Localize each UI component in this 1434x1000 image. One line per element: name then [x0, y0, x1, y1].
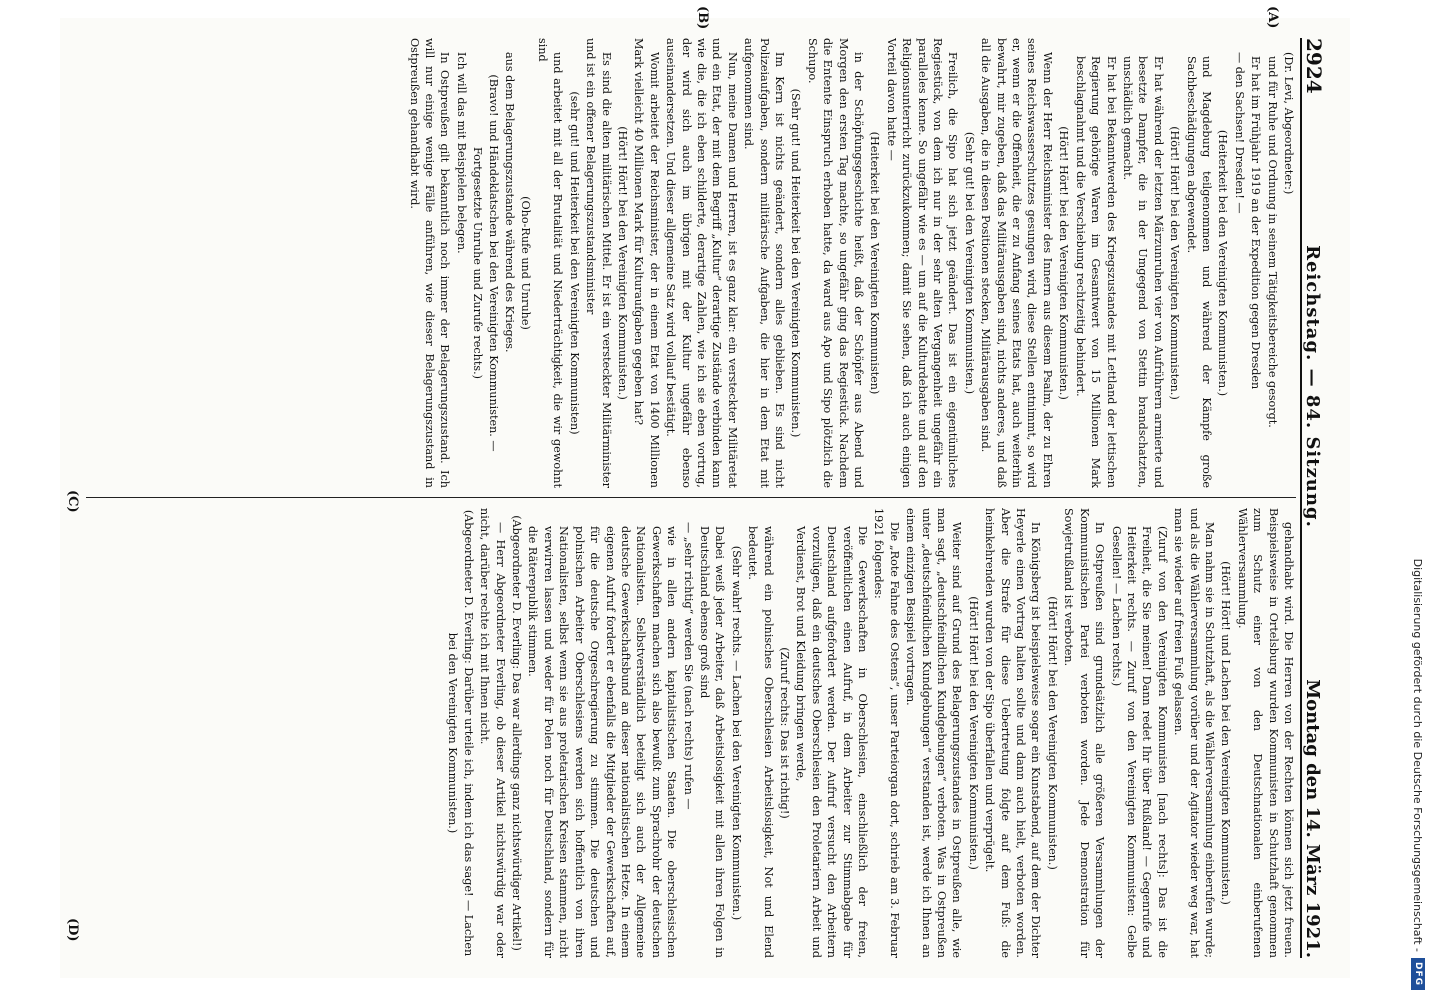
scanned-page	[60, 6, 1350, 978]
paragraph: Er hat bei Bekanntwerden des Kriegszustandes mit Lettland der lettischen Regierung gehörige Waren im Gesamtwert von 15 Millionen Mark beschlagnahmt und die Verschiebung rechtzeitig behindert.	[1073, 56, 1118, 488]
paragraph: und für Ruhe und Ordnung in seinem Tätigkeitsbereiche gesorgt.	[1265, 56, 1279, 428]
digitization-credit	[1406, 10, 1430, 990]
paragraph: Im Kern ist nichts geändert, sondern alles geblieben. Es sind nicht Polizeiaufgaben, sondern militärische Aufgaben, die hier in dem Etat mit aufgenommen sind.	[742, 38, 786, 488]
dfg-logo: DFG	[1411, 958, 1425, 990]
margin-marker-c: (C)	[65, 490, 80, 513]
interjection: (Abgeordneter D. Everling: Das war allerdings ganz nichtswürdiger Artikel!)	[510, 515, 524, 951]
paragraph: Weiter sind auf Grund des Belagerungszustandes in Ostpreußen alle, wie man sagt, „deutschfeindlichen Kundgebungen“ verboten. Was in Ostpreußen unter „deutschfeindlichen Kundgebungen“ verstanden ist, werde ich Ihnen an einem einzigen Beispiel vortragen.	[904, 508, 964, 958]
page-header	[1300, 38, 1342, 958]
interjection: (Hört! Hört! bei den Vereinigten Kommunisten.)	[966, 596, 980, 870]
paragraph: und arbeitet mit all der Brutalität und Niederträchtigkeit, die wir gewohnt sind	[535, 38, 565, 488]
paragraph: gehandhabt wird. Die Herren von der Rechten können sich jetzt freuen. Beispielsweise in Ortelsburg wurden Kommunisten in Schutzhaft genommen zum Schutz einer von den Deutschnationalen einberufenen Wählerversammlung.	[1235, 508, 1295, 958]
paragraph: Man nahm sie in Schutzhaft, als die Wählerversammlung einberufen wurde; und als die Wählerversammlung vorüber und der Agitator wieder weg war, hat man sie wieder auf freien Fuß gelassen.	[1172, 508, 1216, 958]
margin-marker-a: (A)	[1265, 6, 1280, 29]
paragraph: Er hat im Frühjahr 1919 an der Expedition gegen Dresden	[1249, 56, 1263, 390]
interjection: (Oho-Rufe und Unruhe)	[519, 196, 533, 330]
interjection: (Hört! Hört! und Lachen bei den Vereinigten Kommunisten.)	[1219, 561, 1233, 905]
interjection: (Heiterkeit bei den Vereinigten Kommunisten.)	[1216, 129, 1230, 397]
paragraph: (Dr. Levi, Abgeordneter:)	[1282, 52, 1295, 195]
paragraph: in der Schöpfungsgeschichte heißt, daß der Schöpfer aus Abend und Morgen den ersten Tag machte, so ungefähr ging das Regiestück. Nachdem die Entente Einspruch erhoben hatte, da ward aus Apo und Sipo plötzlich die Schupo.	[805, 38, 866, 488]
paragraph: In Königsberg ist beispielsweise sogar ein Kunstabend, auf dem der Dichter Heyerle einen Vortrag halten sollte und dann auch hielt, verboten worden. Aber die Strafe für diese Uebertretung folgte auf dem Fuß: die heimkehrenden wurden von der Sipo überfallen und verprügelt.	[983, 508, 1043, 958]
quoted-paragraph: Die Gewerkschaften in Oberschlesien, einschließlich der freien, veröffentlichen einen Aufruf, in dem Arbeiter zur Stimmabgabe für Deutschland aufgefordert werden. Der Aufruf versucht den Arbeitern vorzulügen, daß ein deutsches Oberschlesien den Proletariern Arbeit und Verdienst, Brot und Kleidung bringen werde,	[794, 526, 870, 958]
paragraph: Freilich, die Sipo hat sich jetzt geändert. Das ist ein eigentümliches Regiestück, von dem ich nur in der sehr alten Vergangenheit ungefähr ein paralleles kenne. So ungefähr wie es — um auf die Kulturdebatte und auf den Religionsunterricht zurückzukommen; damit Sie sehen, daß ich auch einigen Vorteil davon hatte —	[884, 38, 960, 488]
paragraph: Womit arbeitet der Reichsminister, der in einem Etat von 1400 Millionen Mark vielleicht 40 Millionen Mark für Kulturaufgaben gegeben hat?	[632, 38, 661, 488]
interjection: (Sehr wahr! rechts. — Lachen bei den Vereinigten Kommunisten.)	[729, 545, 743, 921]
interjection: (Abgeordneter D. Everling: Darüber urteile ich, indem ich das sage! — Lachen bei den Vereinigten Kommunisten.)	[446, 509, 475, 957]
interjection: (Sehr gut! bei den Vereinigten Kommunisten.)	[962, 131, 976, 395]
credit-text: Digitalisierung gefördert durch die Deutsche Forschungsgemeinschaft -	[1411, 558, 1425, 952]
quoted-paragraph: Dabei weiß jeder Arbeiter, daß Arbeitslosigkeit mit allen ihren Folgen in Deutschland ebenso groß sind	[697, 526, 727, 958]
paragraph: In Ostpreußen gilt bekanntlich noch immer der Belagerungszustand. Ich will nur einige wenige Fälle anführen, wie dieser Belagerungszustand in Ostpreußen gehandhabt wird.	[407, 38, 452, 488]
margin-marker-b: (B)	[695, 6, 710, 30]
paragraph: — den Sachsen! Dresden! —	[1232, 52, 1246, 214]
margin-marker-d: (D)	[65, 918, 80, 942]
rotated-page-content	[60, 6, 1350, 978]
paragraph: Es sind die alten militärischen Mittel. Er ist ein versteckter Militärminister und ist ein offener Belagerungszustandsminister	[584, 38, 613, 488]
interjection: (Bravo! und Händeklatschen bei den Vereinigten Kommunisten. — Fortgesetzte Unruhe und Zurufe rechts.)	[471, 74, 500, 452]
right-text-column	[86, 508, 1296, 958]
paragraph: Er hat während der letzten Märzunruhen vier von Aufrührern armierte und besetzte Dampfer, die in der Umgegend von Stettin brandschatzten, unschädlich gemacht.	[1120, 56, 1165, 488]
paragraph: Nun, meine Damen und Herren, ist es ganz klar: ein versteckter Militäretat und ein Etat, der mit dem Begriff „Kultur“ derartige Zustände verbinden kann wie die, die ich eben schilderte, derartige Zahlen, wie ich sie eben vortrug, der wird sich auch im übrigen mit der Kultur ungefähr ebenso auseinandersetzen. Und dieser allgemeine Satz wird vollauf bestätigt.	[664, 38, 739, 488]
interjection: (Zuruf rechts: Das ist richtig!)	[778, 647, 791, 819]
quoted-paragraph: während ein polnisches Oberschlesien Arbeitslosigkeit, Not und Elend bedeutet.	[746, 526, 775, 958]
interjection: (Hört! Hört! bei den Vereinigten Kommunisten.)	[615, 126, 629, 400]
paragraph: Die „Rote Fahne des Ostens“, unser Parteiorgan dort, schrieb am 3. Februar 1921 folgendes:	[872, 508, 901, 958]
interjection: (Zuruf von den Vereinigten Kommunisten [nach rechts]: Das ist die Freiheit, die Sie meinen! Dann redet Ihr über Rußland! — Gegenrufe und Heiterkeit rechts. — Zuruf von den Vereinigten Kommunisten: Gelbe Gesellen! — Lachen rechts.)	[1109, 526, 1169, 958]
paragraph: In Ostpreußen sind grundsätzlich alle größeren Versammlungen der Kommunistischen Partei verboten worden. Jede Demonstration für Sowjetrußland ist verboten.	[1062, 508, 1107, 958]
paragraph: — Herr Abgeordneter Everling, ob dieser Artikel nichtswürdig war oder nicht, darüber rechte ich mit Ihnen nicht.	[478, 508, 507, 958]
interjection: (Hört! Hört! bei den Vereinigten Kommunisten.)	[1057, 126, 1071, 400]
left-text-column	[86, 38, 1296, 488]
interjection: (Sehr gut! und Heiterkeit bei den Vereinigten Kommunisten.)	[789, 88, 803, 438]
paragraph: Wenn der Herr Reichsminister des Innern aus diesem Psalm, der zu Ehren seines Reichswasserschutzes gesungen wird, diese Stellen entnimmt, so wird er, wenn er die Offenheit, die er zu Anfang seines Etats hat, auch weiterhin bewahrt, mir zugeben, daß das Militärausgaben sind, nichts anderes, und daß all die Ausgaben, die in diesen Positionen stecken, Militärausgaben sind.	[979, 38, 1054, 488]
paragraph: — „sehr richtig“ werden Sie (nach rechts) rufen —	[681, 522, 695, 810]
interjection: (Hört! Hört! bei den Vereinigten Kommunisten.)	[1045, 596, 1059, 870]
interjection: (Hört! Hört! bei den Vereinigten Kommunisten.)	[1168, 126, 1182, 400]
session-title: Reichstag. — 84. Sitzung.	[1302, 245, 1323, 528]
column-divider	[86, 497, 1296, 498]
page-number: 2924	[1302, 38, 1326, 94]
interjection: (sehr gut! und Heiterkeit bei den Vereinigten Kommunisten)	[567, 91, 581, 435]
paragraph: aus dem Belagerungszustande während des Krieges.	[503, 52, 517, 353]
quoted-paragraph: wie in allen andern kapitalistischen Staaten. Die oberschlesischen Gewerkschaften machen sich also bewußt zum Sprachrohr der deutschen Nationalisten. Selbstverständlich beteiligt sich auch der Allgemeine deutsche Gewerkschaftsbund an dieser nationalistischen Hetze. In einem eigenen Aufruf fordert er ebenfalls die Mitglieder der Gewerkschaften auf, für die deutsche Orgeschregierung zu stimmen. Die deutschen und polnischen Arbeiter Oberschlesiens werden sich hoffentlich von ihren Nationalisten, selbst wenn sie aus proletarischen Kreisen stammen, nicht verwirren lassen und weder für Polen noch für Deutschland, sondern für die Räterepublik stimmen.	[526, 526, 679, 958]
interjection: (Heiterkeit bei den Vereinigten Kommunisten)	[868, 131, 882, 395]
session-date: Montag den 14. März 1921.	[1302, 679, 1323, 958]
paragraph: Ich will das mit Beispielen belegen.	[454, 52, 468, 254]
paragraph: und Magdeburg teilgenommen und während der Kämpfe große Sachbeschädigungen abgewendet.	[1184, 56, 1213, 488]
